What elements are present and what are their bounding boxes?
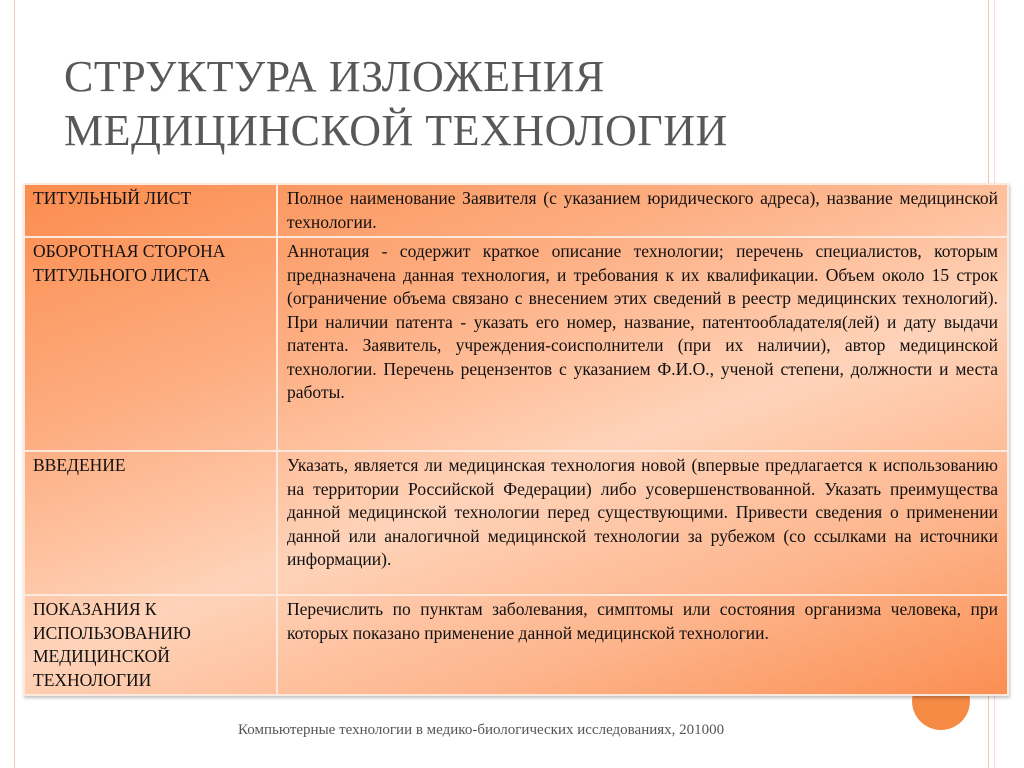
table-row xyxy=(24,184,1008,237)
row-section-title: ПОКАЗАНИЯ К ИСПОЛЬЗОВАНИЮ МЕДИЦИНСКОЙ ТЕХНОЛОГИИ xyxy=(24,595,277,695)
table-row xyxy=(24,595,1008,695)
row-section-title: ОБОРОТНАЯ СТОРОНА ТИТУЛЬНОГО ЛИСТА xyxy=(24,237,277,451)
left-border-line xyxy=(14,0,15,768)
row-description: Полное наименование Заявителя (с указанием юридического адреса), название медицинской технологии. xyxy=(277,184,1008,237)
slide-title-line-2: МЕДИЦИНСКОЙ ТЕХНОЛОГИИ xyxy=(64,106,728,155)
slide-title-line-1: СТРУКТУРА ИЗЛОЖЕНИЯ xyxy=(64,52,605,101)
row-section-title: ВВЕДЕНИЕ xyxy=(24,451,277,595)
row-description: Перечислить по пунктам заболевания, симптомы или состояния организма человека, при которых показано применение данной медицинской технологии. xyxy=(277,595,1008,695)
row-section-title: ТИТУЛЬНЫЙ ЛИСТ xyxy=(24,184,277,237)
table-row xyxy=(24,237,1008,451)
table-row xyxy=(24,451,1008,595)
row-description: Аннотация - содержит краткое описание технологии; перечень специалистов, которым предназначена данная технология, и требования к их квалификации. Объем около 15 строк (ограничение объема связано с внесением этих сведений в реестр медицинских технологий). При наличии патента - указать его номер, название, патентообладателя(лей) и дату выдачи патента. Заявитель, учреждения-соисполнители (при их наличии), автор медицинской технологии. Перечень рецензентов с указанием Ф.И.О., ученой степени, должности и места работы. xyxy=(277,237,1008,451)
row-description: Указать, является ли медицинская технология новой (впервые предлагается к использованию на территории Российской Федерации) либо усовершенствованной. Указать преимущества данной медицинской технологии перед существующими. Привести сведения о применении данной или аналогичной медицинской технологии за рубежом (со ссылками на источники информации). xyxy=(277,451,1008,595)
structure-table xyxy=(23,183,1009,696)
slide-footer: Компьютерные технологии в медико-биологических исследованиях, 201000 xyxy=(238,722,725,738)
slide-title xyxy=(64,50,964,158)
